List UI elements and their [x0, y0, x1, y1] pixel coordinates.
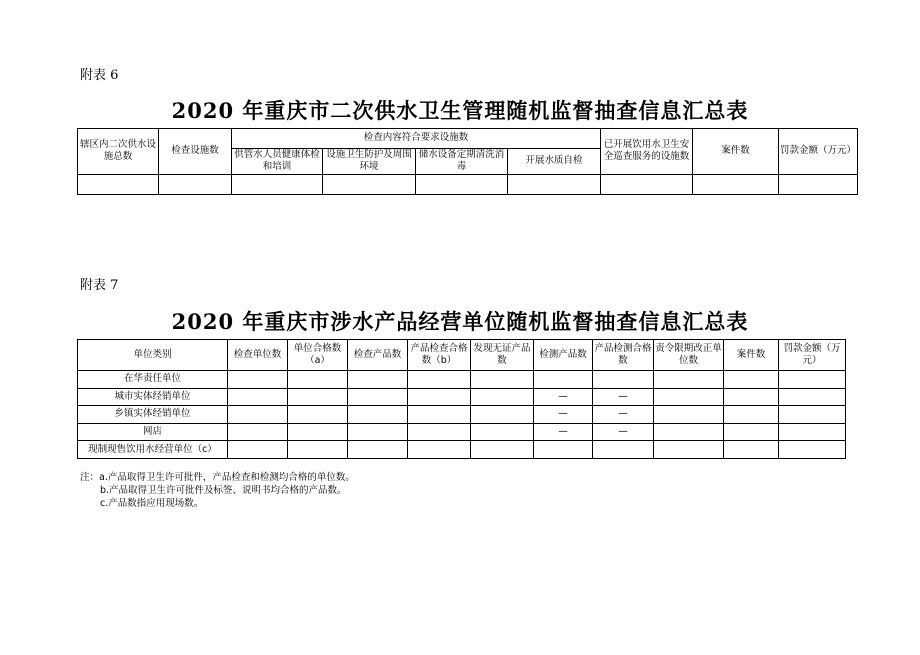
table7: [77, 339, 846, 459]
header-test-passed: 产品检测合格数: [593, 340, 654, 371]
note-a: 注：a.产品取得卫生许可批件，产品检查和检测均合格的单位数。: [80, 472, 355, 483]
table6: [77, 128, 920, 195]
table-row: [78, 406, 846, 424]
tested-cell: —: [534, 406, 593, 424]
header-fines: 罚款金额（万元）: [779, 340, 846, 371]
test-passed-cell: —: [593, 423, 654, 441]
test-passed-cell: —: [593, 388, 654, 406]
header-products-passed: 产品检查合格数（b）: [408, 340, 471, 371]
table-row: [78, 441, 846, 459]
tested-cell: [534, 371, 593, 389]
tested-cell: [534, 441, 593, 459]
header-units-passed: 单位合格数（a）: [288, 340, 348, 371]
note-c: c.产品数指应用现场数。: [100, 498, 204, 509]
header-units-checked: 检查单位数: [228, 340, 288, 371]
test-passed-cell: [593, 441, 654, 459]
test-passed-cell: —: [593, 406, 654, 424]
table7-label: 附表 7: [80, 278, 119, 293]
table7-notes: [80, 471, 355, 510]
table6-label: 附表 6: [80, 68, 119, 83]
header-self-test: 开展水质自检: [508, 149, 601, 175]
header-safety-service: 已开展饮用水卫生安全巡查服务的设施数: [601, 129, 693, 175]
row-category: 网店: [78, 423, 228, 441]
row-category: 乡镇实体经销单位: [78, 406, 228, 424]
header-health-training: 供管水人员健康体检和培训: [232, 149, 323, 175]
table-row: [78, 174, 920, 194]
header-cleaning: 储水设备定期清洗消毒: [416, 149, 508, 175]
header-products-checked: 检查产品数: [348, 340, 408, 371]
header-protection-env: 设施卫生防护及周围环境: [323, 149, 416, 175]
header-category: 单位类别: [78, 340, 228, 371]
header-rectify: 责令限期改正单位数: [654, 340, 724, 371]
header-unlicensed: 发现无证产品数: [471, 340, 534, 371]
header-compliant-group: 检查内容符合要求设施数: [232, 129, 601, 149]
tested-cell: —: [534, 388, 593, 406]
table7-title: 2020 年重庆市涉水产品经营单位随机监督抽查信息汇总表: [171, 309, 749, 334]
row-category: 城市实体经销单位: [78, 388, 228, 406]
row-category: 在华责任单位: [78, 371, 228, 389]
table-row: [78, 388, 846, 406]
header-total-facilities: 辖区内二次供水设施总数: [78, 129, 159, 175]
row-category: 现制现售饮用水经营单位（c）: [78, 441, 228, 459]
test-passed-cell: [593, 371, 654, 389]
tested-cell: —: [534, 423, 593, 441]
header-inspected: 检查设施数: [159, 129, 232, 175]
table-row: [78, 423, 846, 441]
note-b: b.产品取得卫生许可批件及标签、说明书均合格的产品数。: [100, 485, 347, 496]
header-cases: 案件数: [693, 129, 779, 175]
header-cases: 案件数: [724, 340, 779, 371]
table6-title: 2020 年重庆市二次供水卫生管理随机监督抽查信息汇总表: [171, 98, 749, 123]
table-row: [78, 371, 846, 389]
header-fines: 罚款金额（万元）: [779, 129, 858, 175]
header-tested: 检测产品数: [534, 340, 593, 371]
